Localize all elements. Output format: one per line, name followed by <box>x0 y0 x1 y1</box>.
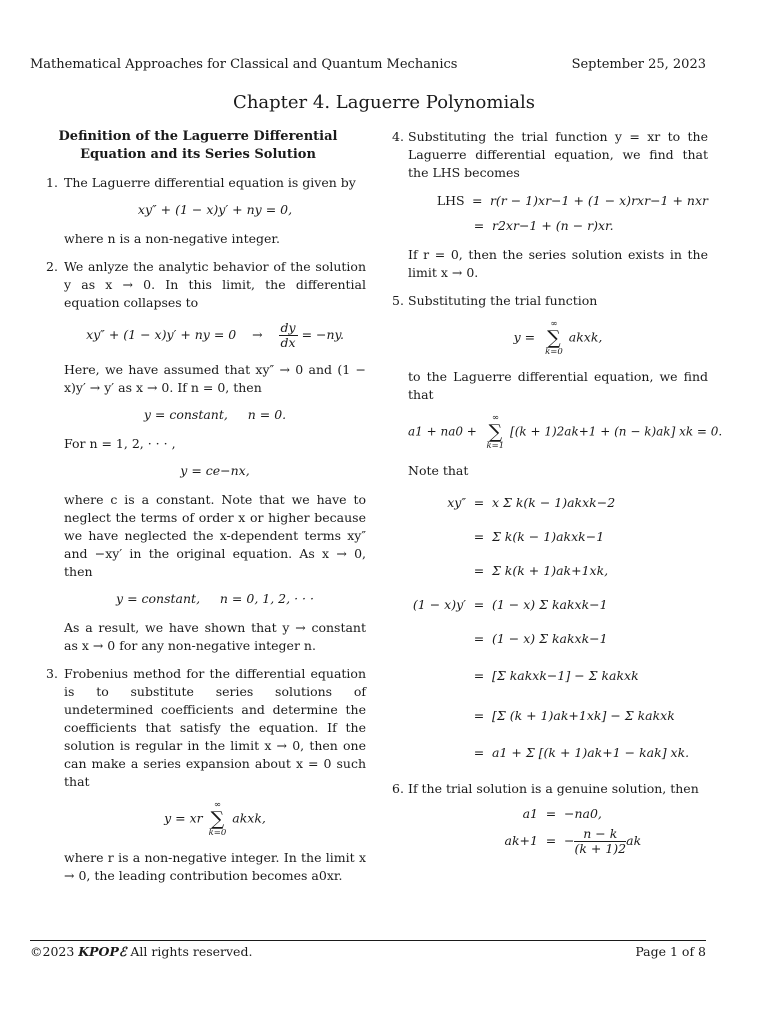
equation-part: = −ny. <box>297 327 344 342</box>
minus-sign: − <box>564 832 575 848</box>
page-number: Page 1 of 8 <box>635 944 706 959</box>
eq-rhs <box>564 827 708 856</box>
brand-name: KPOPℰ <box>78 944 127 959</box>
section-heading: Definition of the Laguerre Differential Equation and its Series Solution <box>58 129 338 162</box>
eq-operator: = <box>473 708 485 723</box>
list-item-1 <box>30 174 366 248</box>
fraction-numerator: n − k <box>574 827 626 842</box>
paragraph: where r is a non-negative integer. In the limit x → 0, the leading contribution becomes a0xr. <box>64 850 366 883</box>
equation-row <box>408 588 708 622</box>
eq-rhs: r(r − 1)xr−1 + (1 − x)rxr−1 + nxr <box>489 192 708 208</box>
eq-operator: = <box>473 745 485 760</box>
sum-symbol: ∑ <box>547 327 561 349</box>
eq-operator: = <box>473 529 485 544</box>
paragraph: For n = 1, 2, · · · , <box>64 436 176 451</box>
equation-part: xy″ + (1 − x)y′ + ny = 0 → <box>86 327 279 342</box>
sum-lower: k=1 <box>486 441 505 451</box>
equation <box>64 800 366 838</box>
equation-array <box>428 804 708 858</box>
equation: xy″ + (1 − x)y′ + ny = 0, <box>137 202 293 217</box>
list-item-2 <box>30 258 366 655</box>
eq-rhs: [Σ (k + 1)ak+1xk] − Σ kakxk <box>492 708 675 723</box>
copyright-notice <box>30 944 252 959</box>
eq-operator: = <box>473 217 485 233</box>
item-number: 5. <box>392 293 404 308</box>
fraction <box>279 321 298 350</box>
fraction-denominator: (k + 1)2 <box>574 840 627 856</box>
sum-lower: k=0 <box>545 347 563 357</box>
equation: y = constant, n = 0, 1, 2, · · · <box>116 591 314 606</box>
paragraph: Frobenius method for the differential equation is to substitute series solutions of undetermined coefficients and determine the coefficients that satisfy the equation. If the solution is regular in the limit x → 0, then one can make a series expansion about x = 0 such that <box>64 666 366 789</box>
eq-rhs: (1 − x) Σ kakxk−1 <box>492 631 608 646</box>
paragraph: As a result, we have shown that y → constant as x → 0 for any non-negative integer n. <box>64 620 366 653</box>
eq-rhs: Σ k(k + 1)ak+1xk, <box>492 563 609 578</box>
eq-rhs: [Σ kakxk−1] − Σ kakxk <box>492 668 639 683</box>
equation-array <box>408 486 708 770</box>
eq-operator: = <box>545 806 557 821</box>
eq-operator: = <box>545 833 557 848</box>
paragraph: If the trial solution is a genuine solution, then <box>408 781 699 796</box>
equation-row <box>408 696 708 736</box>
equation-row <box>408 213 708 238</box>
equation-row <box>408 656 708 696</box>
header-date: September 25, 2023 <box>571 57 706 72</box>
chapter-title: Chapter 4. Laguerre Polynomials <box>233 92 535 113</box>
list-item-6 <box>392 780 708 858</box>
equation-array <box>408 188 708 238</box>
list-item-3 <box>30 665 366 885</box>
copyright-year: ©2023 <box>30 944 75 959</box>
equation-row <box>408 486 708 520</box>
fraction-denominator: dx <box>280 335 296 350</box>
paragraph: where n is a non-negative integer. <box>64 231 280 246</box>
item-number: 3. <box>46 666 58 681</box>
eq-lhs: ak+1 <box>504 833 538 848</box>
list-item-4 <box>392 128 708 282</box>
equation-row <box>408 736 708 770</box>
eq-lhs: xy″ <box>447 495 466 510</box>
summation <box>487 413 505 451</box>
paragraph: where c is a constant. Note that we have to neglect the terms of order x or higher because we have neglected the x-dependent terms xy″ and −xy′ in the original equation. As x → 0, then <box>64 492 366 579</box>
page-footer <box>30 940 706 959</box>
right-column <box>392 128 723 868</box>
eq-operator: = <box>472 192 483 208</box>
coefficient: ak <box>626 832 642 848</box>
eq-operator: = <box>473 597 485 612</box>
item-number: 2. <box>46 259 58 274</box>
paragraph: If r = 0, then the series solution exists in the limit x → 0. <box>408 247 708 280</box>
equation-part: y = <box>513 329 540 345</box>
equation-part: [(k + 1)2ak+1 + (n − k)ak] xk = 0. <box>510 424 723 439</box>
paragraph: The Laguerre differential equation is given by <box>64 175 356 190</box>
equation-row <box>408 520 708 554</box>
equation <box>408 413 723 451</box>
eq-rhs: x Σ k(k − 1)akxk−2 <box>492 495 616 510</box>
equation <box>408 319 708 357</box>
paragraph: Here, we have assumed that xy″ → 0 and (1 − x)y′ → y′ as x → 0. If n = 0, then <box>64 362 366 395</box>
equation-row <box>408 554 708 588</box>
equation-part: akxk, <box>568 329 603 345</box>
list-item-5 <box>392 292 723 770</box>
item-number: 1. <box>46 175 58 190</box>
eq-lhs: LHS <box>436 192 465 208</box>
eq-rhs: a1 + Σ [(k + 1)ak+1 − kak] xk. <box>492 745 690 760</box>
equation-row <box>428 824 708 858</box>
eq-operator: = <box>473 668 485 683</box>
fraction-numerator: dy <box>280 320 296 335</box>
paragraph: Substituting the trial function y = xr to the Laguerre differential equation, we find that the LHS becomes <box>408 129 708 180</box>
equation: y = constant, n = 0. <box>143 407 287 422</box>
equation-row <box>408 622 708 656</box>
eq-rhs: Σ k(k − 1)akxk−1 <box>492 529 605 544</box>
header-course-title: Mathematical Approaches for Classical and Quantum Mechanics <box>30 57 458 72</box>
sum-symbol: ∑ <box>488 421 503 443</box>
sum-symbol: ∑ <box>210 808 225 830</box>
equation-part: y = xr <box>164 810 203 826</box>
sum-upper: ∞ <box>213 800 221 810</box>
eq-rhs: r2xr−1 + (n − r)xr. <box>492 217 614 233</box>
equation-part: a1 + na0 + <box>408 424 481 439</box>
left-column <box>30 128 366 895</box>
sum-upper: ∞ <box>550 319 558 329</box>
eq-operator: = <box>473 495 485 510</box>
equation-part: akxk, <box>232 810 266 826</box>
equation-row <box>408 188 708 213</box>
summation <box>545 319 563 357</box>
eq-lhs: (1 − x)y′ <box>412 597 466 612</box>
paragraph: Substituting the trial function <box>408 293 598 308</box>
eq-rhs: (1 − x) Σ kakxk−1 <box>492 597 608 612</box>
eq-operator: = <box>473 563 485 578</box>
item-number: 6. <box>392 781 404 796</box>
rights-text: All rights reserved. <box>130 944 253 959</box>
eq-rhs: −na0, <box>564 806 602 821</box>
sum-upper: ∞ <box>491 413 499 423</box>
eq-operator: = <box>473 631 485 646</box>
equation <box>64 321 366 350</box>
fraction <box>574 827 626 856</box>
equation: y = ce−nx, <box>180 463 250 478</box>
item-number: 4. <box>392 129 404 144</box>
summation <box>209 800 227 838</box>
paragraph: Note that <box>408 463 469 478</box>
running-header <box>30 57 706 72</box>
paragraph: to the Laguerre differential equation, we find that <box>408 369 708 402</box>
equation-row <box>428 804 708 824</box>
sum-lower: k=0 <box>208 828 227 838</box>
eq-lhs: a1 <box>522 806 538 821</box>
paragraph: We anlyze the analytic behavior of the solution y as x → 0. In this limit, the differential equation collapses to <box>64 259 366 310</box>
